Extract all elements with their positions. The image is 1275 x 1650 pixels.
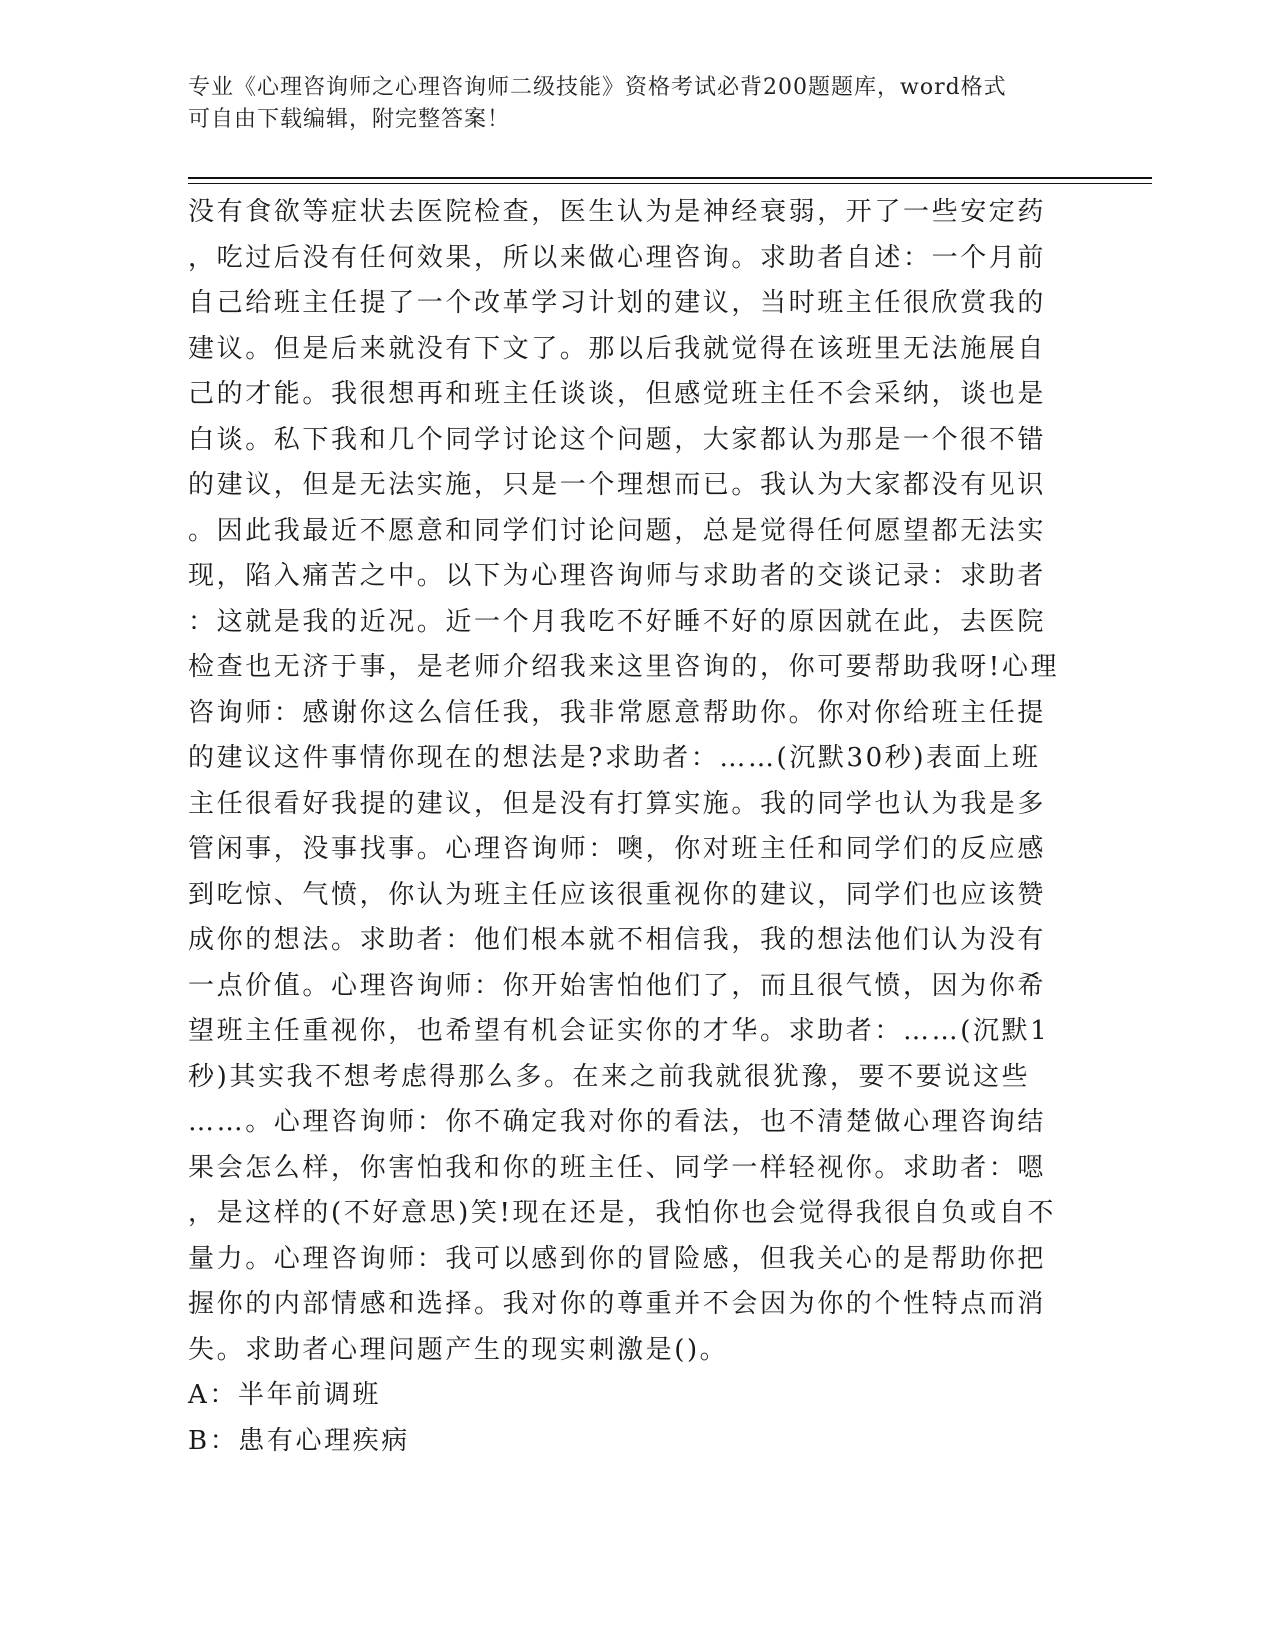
passage-line: 的建议，但是无法实施，只是一个理想而已。我认为大家都没有见识 xyxy=(188,470,1047,500)
passage-line: 一点价值。心理咨询师：你开始害怕他们了，而且很气愤，因为你希 xyxy=(188,970,1047,1001)
passage-line: 握你的内部情感和选择。我对你的尊重并不会因为你的个性特点而消 xyxy=(188,1289,1047,1319)
passage-line: 现，陷入痛苦之中。以下为心理咨询师与求助者的交谈记录：求助者 xyxy=(188,561,1047,591)
passage-line: 没有食欲等症状去医院检查，医生认为是神经衰弱，开了一些安定药 xyxy=(188,197,1047,227)
passage-line: ……。心理咨询师：你不确定我对你的看法，也不清楚做心理咨询结 xyxy=(188,1107,1047,1137)
passage-line: ，吃过后没有任何效果，所以来做心理咨询。求助者自述：一个月前 xyxy=(188,242,1047,273)
answer-option-b: B：患有心理疾病 xyxy=(188,1425,410,1456)
header-line-1: 专业《心理咨询师之心理咨询师二级技能》资格考试必背200题题库，word格式 xyxy=(188,75,1007,100)
passage-line: 到吃惊、气愤，你认为班主任应该很重视你的建议，同学们也应该赞 xyxy=(188,879,1047,910)
passage-line: 白谈。私下我和几个同学讨论这个问题，大家都认为那是一个很不错 xyxy=(188,424,1047,455)
passage-line: 主任很看好我提的建议，但是没有打算实施。我的同学也认为我是多 xyxy=(188,788,1047,819)
passage-line: 量力。心理咨询师：我可以感到你的冒险感，但我关心的是帮助你把 xyxy=(188,1243,1047,1274)
question-passage xyxy=(188,190,1078,1464)
passage-line: 己的才能。我很想再和班主任谈谈，但感觉班主任不会采纳，谈也是 xyxy=(188,379,1047,409)
passage-line: 建议。但是后来就没有下文了。那以后我就觉得在该班里无法施展自 xyxy=(188,333,1047,364)
passage-line: 咨询师：感谢你这么信任我，我非常愿意帮助你。你对你给班主任提 xyxy=(188,697,1047,728)
header-divider-thick xyxy=(188,177,1152,179)
passage-line: 果会怎么样，你害怕我和你的班主任、同学一样轻视你。求助者：嗯 xyxy=(188,1152,1047,1183)
header-divider-thin xyxy=(188,183,1152,184)
passage-line: ，是这样的(不好意思)笑!现在还是，我怕你也会觉得我很自负或自不 xyxy=(188,1198,1056,1228)
passage-line: 自己给班主任提了一个改革学习计划的建议，当时班主任很欣赏我的 xyxy=(188,288,1047,318)
passage-line: 管闲事，没事找事。心理咨询师：噢，你对班主任和同学们的反应感 xyxy=(188,834,1047,864)
passage-line: 失。求助者心理问题产生的现实刺激是()。 xyxy=(188,1334,729,1365)
passage-line: 望班主任重视你，也希望有机会证实你的才华。求助者：……(沉默1 xyxy=(188,1016,1050,1046)
passage-line: 秒)其实我不想考虑得那么多。在来之前我就很犹豫，要不要说这些 xyxy=(188,1061,1031,1092)
passage-line: 的建议这件事情你现在的想法是?求助者：……(沉默30秒)表面上班 xyxy=(188,743,1041,773)
passage-line: 。因此我最近不愿意和同学们讨论问题，总是觉得任何愿望都无法实 xyxy=(188,515,1047,546)
answer-option-a: A：半年前调班 xyxy=(188,1380,381,1410)
header-line-2: 可自由下载编辑，附完整答案！ xyxy=(188,107,511,132)
document-header xyxy=(188,72,1068,136)
passage-line: 成你的想法。求助者：他们根本就不相信我，我的想法他们认为没有 xyxy=(188,925,1047,955)
passage-line: 检查也无济于事，是老师介绍我来这里咨询的，你可要帮助我呀!心理 xyxy=(188,652,1060,682)
passage-line: ：这就是我的近况。近一个月我吃不好睡不好的原因就在此，去医院 xyxy=(188,606,1047,637)
